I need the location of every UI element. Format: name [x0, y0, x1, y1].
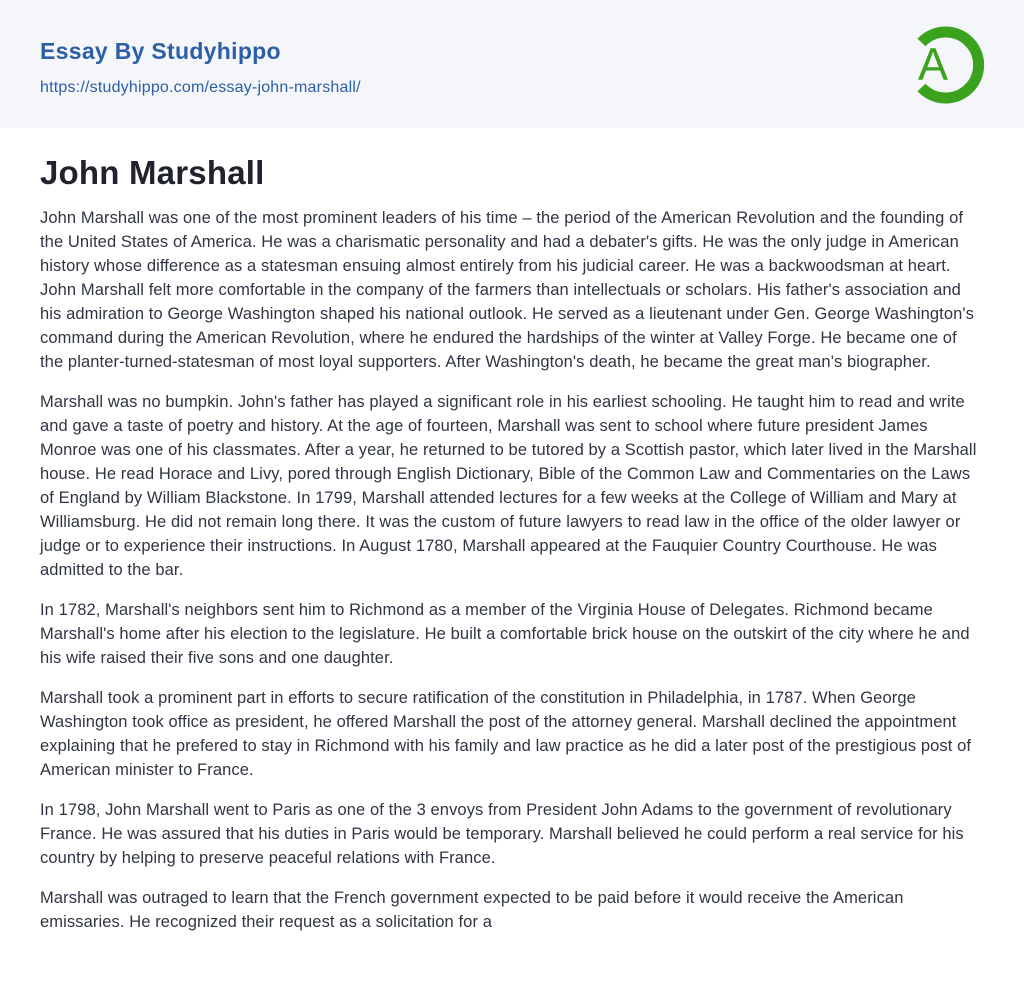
site-title: Essay By Studyhippo	[40, 37, 281, 64]
header-text-block	[40, 32, 361, 97]
page-title: John Marshall	[40, 154, 265, 191]
studyhippo-logo-icon	[902, 20, 986, 110]
source-url-link[interactable]: https://studyhippo.com/essay-john-marshall/	[40, 78, 361, 96]
article-body	[40, 206, 984, 934]
paragraph: In 1798, John Marshall went to Paris as one of the 3 envoys from President John Adams to the government of revolutionary France. He was assured that his duties in Paris would be temporary. Marshall believed he could perform a real service for his country by helping to preserve peaceful relations with France.	[40, 801, 964, 867]
article	[0, 128, 1024, 934]
paragraph: Marshall took a prominent part in efforts to secure ratification of the constitution in Philadelphia, in 1787. When George Washington took office as president, he offered Marshall the post of the attorney general. Marshall declined the appointment explaining that he prefered to stay in Richmond with his family and law practice as he did a later post of the prestigious post of American minister to France.	[40, 689, 972, 779]
paragraph: Marshall was no bumpkin. John's father has played a significant role in his earliest schooling. He taught him to read and write and gave a taste of poetry and history. At the age of fourteen, Marshall was sent to school where future president James Monroe was one of his classmates. After a year, he returned to be tutored by a Scottish pastor, which later lived in the Marshall house. He read Horace and Livy, pored through English Dictionary, Bible of the Common Law and Commentaries on the Laws of England by William Blackstone. In 1799, Marshall attended lectures for a few weeks at the College of William and Mary at Williamsburg. He did not remain long there. It was the custom of future lawyers to read law in the office of the older lawyer or judge or to experience their instructions. In August 1780, Marshall appeared at the Fauquier Country Courthouse. He was admitted to the bar.	[40, 393, 977, 579]
header	[0, 0, 1024, 128]
paragraph: John Marshall was one of the most prominent leaders of his time – the period of the American Revolution and the founding of the United States of America. He was a charismatic personality and had a debater's gifts. He was the only judge in American history whose difference as a statesman ensuing almost entirely from his judicial career. He was a backwoodsman at heart. John Marshall felt more comfortable in the company of the farmers than intellectuals or scholars. His father's association and his admiration to George Washington shaped his national outlook. He served as a lieutenant under Gen. George Washington's command during the American Revolution, where he endured the hardships of the winter at Valley Forge. He became one of the planter-turned-statesman of most loyal supporters. After Washington's death, he became the great man's biographer.	[40, 209, 974, 371]
paragraph: In 1782, Marshall's neighbors sent him to Richmond as a member of the Virginia House of Delegates. Richmond became Marshall's home after his election to the legislature. He built a comfortable brick house on the outskirt of the city where he and his wife raised their five sons and one daughter.	[40, 601, 970, 667]
logo-letter: A	[917, 38, 949, 90]
paragraph: Marshall was outraged to learn that the French government expected to be paid before it would receive the American emissaries. He recognized their request as a solicitation for a	[40, 889, 904, 931]
